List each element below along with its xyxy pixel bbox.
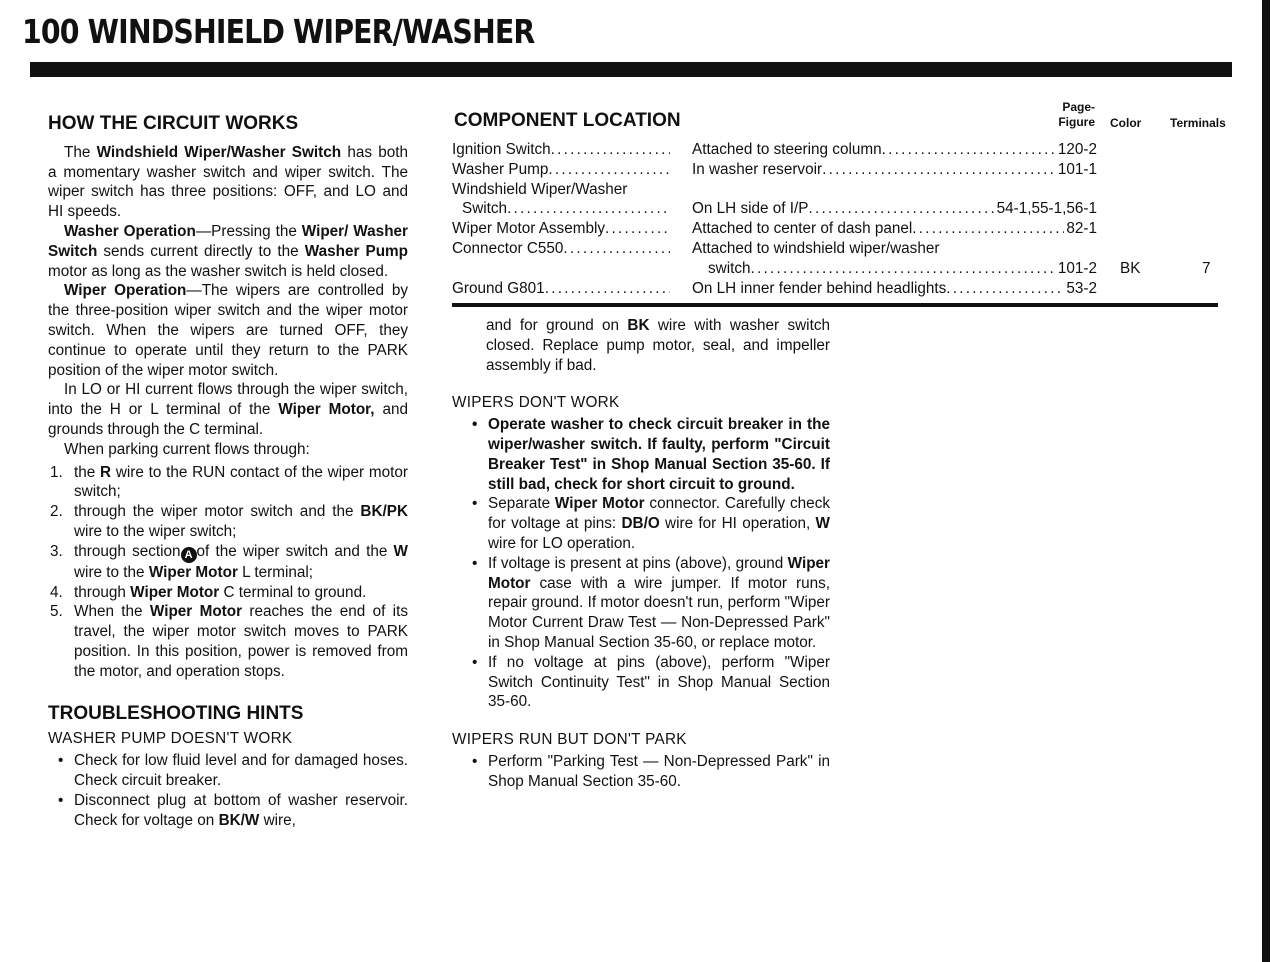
table-row: [452, 239, 1242, 279]
step-item: 3. through section A of the wiper switch and the W wire to the Wiper Motor L terminal;: [50, 542, 408, 581]
step-item: 1. the R wire to the RUN contact of the wiper motor switch;: [50, 463, 408, 501]
wipers-dont-work-subheading: WIPERS DON'T WORK: [452, 394, 620, 412]
table-row: [452, 160, 1242, 180]
component-location: On LH side of I/P . . . 54-1,55-1,56-1: [692, 199, 1097, 219]
lo-hi-paragraph: In LO or HI current flows through the wiper switch, into the H or L terminal of the Wiper Motor, and grounds through the C terminal.: [48, 381, 408, 438]
washer-pump-hints: [48, 751, 408, 830]
color-column-header: Color: [1110, 116, 1142, 130]
hint-item: • If voltage is present at pins (above), ground Wiper Motor case with a wire jumper. If motor runs, repair ground. If motor doesn't run, perform "Wiper Motor Current Draw Test — Non-Depressed Park" in Shop Manual Section 35-60, or replace motor.: [472, 554, 830, 651]
how-circuit-works-heading: HOW THE CIRCUIT WORKS: [48, 113, 299, 134]
table-row: [452, 279, 1242, 299]
page-title: 100 WINDSHIELD WIPER/WASHER: [22, 12, 535, 51]
washer-hint-continued: and for ground on BK wire with washer switch closed. Replace pump motor, seal, and impeller assembly if bad.: [486, 317, 830, 374]
step-item: 2. through the wiper motor switch and the BK/PK wire to the wiper switch;: [50, 503, 408, 540]
component-location: On LH inner fender behind headlights . . . 53-2: [692, 279, 1097, 299]
hint-item: • Disconnect plug at bottom of washer reservoir. Check for voltage on BK/W wire,: [58, 791, 408, 829]
terminals-column-header: Terminals: [1170, 116, 1226, 130]
middle-column: [452, 316, 830, 792]
hint-item: • Operate washer to check circuit breaker in the wiper/washer switch. If faulty, perform "Circuit Breaker Test" in Shop Manual Section 35-60. If still bad, check for short circuit to ground.: [472, 416, 830, 493]
component-location-table: [452, 140, 1242, 298]
left-column: [48, 114, 408, 830]
section-a-badge: A: [181, 547, 197, 563]
component-location: Attached to center of dash panel . . . 82-1: [692, 219, 1097, 239]
wiper-operation-paragraph: Wiper Operation—The wipers are controlled by the three-position wiper switch and the wiper motor switch. When the wipers are turned OFF, they continue to operate until they return to the PARK position of the wiper motor switch.: [48, 282, 408, 379]
component-name: Connector C550 . . .: [452, 239, 670, 259]
component-name: Ignition Switch . . .: [452, 140, 670, 160]
wipers-dont-work-hints: [452, 415, 830, 712]
table-row: [452, 180, 1242, 220]
table-row: [452, 219, 1242, 239]
intro-paragraph: The Windshield Wiper/Washer Switch has both a momentary washer switch and wiper switch. The wiper switch has three positions: OFF, and LO and HI speeds.: [48, 143, 408, 221]
hint-item: • Perform "Parking Test — Non-Depressed Park" in Shop Manual Section 35-60.: [472, 752, 830, 790]
hint-item: • Check for low fluid level and for damaged hoses. Check circuit breaker.: [58, 752, 408, 789]
hint-item: • If no voltage at pins (above), perform "Wiper Switch Continuity Test" in Shop Manual Section 35-60.: [472, 653, 830, 711]
component-name: Ground G801 . . .: [452, 279, 670, 299]
washer-operation-paragraph: Washer Operation—Pressing the Wiper/ Washer Switch sends current directly to the Washer Pump motor as long as the washer switch is held closed.: [48, 222, 409, 280]
component-location-heading: COMPONENT LOCATION: [454, 110, 681, 131]
table-row: [452, 140, 1242, 160]
component-color: BK: [1120, 259, 1141, 277]
component-terminals: 7: [1202, 259, 1211, 277]
component-location: In washer reservoir . . . 101-1: [692, 160, 1097, 180]
title-rule: [30, 62, 1232, 77]
step-item: 4. through Wiper Motor C terminal to ground.: [50, 583, 367, 601]
component-name: Wiper Motor Assembly . . .: [452, 219, 670, 239]
parking-steps: [48, 463, 408, 682]
step-item: 5. When the Wiper Motor reaches the end of its travel, the wiper motor switch moves to PARK position. In this position, power is removed from the motor, and operation stops.: [50, 603, 408, 680]
hint-item: • Separate Wiper Motor connector. Carefully check for voltage at pins: DB/O wire for HI operation, W wire for LO operation.: [472, 495, 830, 552]
component-name: Washer Pump . . .: [452, 160, 670, 180]
wipers-dont-park-subheading: WIPERS RUN BUT DON'T PARK: [452, 731, 687, 749]
parking-intro: When parking current flows through:: [64, 440, 310, 458]
page-figure-column-header: Page- Figure: [1058, 100, 1095, 129]
table-bottom-rule: [452, 303, 1218, 307]
component-location: Attached to windshield wiper/washer switch . . . 101-2: [692, 239, 1097, 279]
wipers-dont-park-hints: [452, 752, 830, 792]
washer-pump-subheading: WASHER PUMP DOESN'T WORK: [48, 730, 293, 748]
component-location: Attached to steering column . . . 120-2: [692, 140, 1097, 160]
troubleshooting-heading: TROUBLESHOOTING HINTS: [48, 702, 304, 724]
page-edge-bar: [1262, 0, 1270, 962]
component-name: Windshield Wiper/Washer Switch . . .: [452, 180, 670, 220]
